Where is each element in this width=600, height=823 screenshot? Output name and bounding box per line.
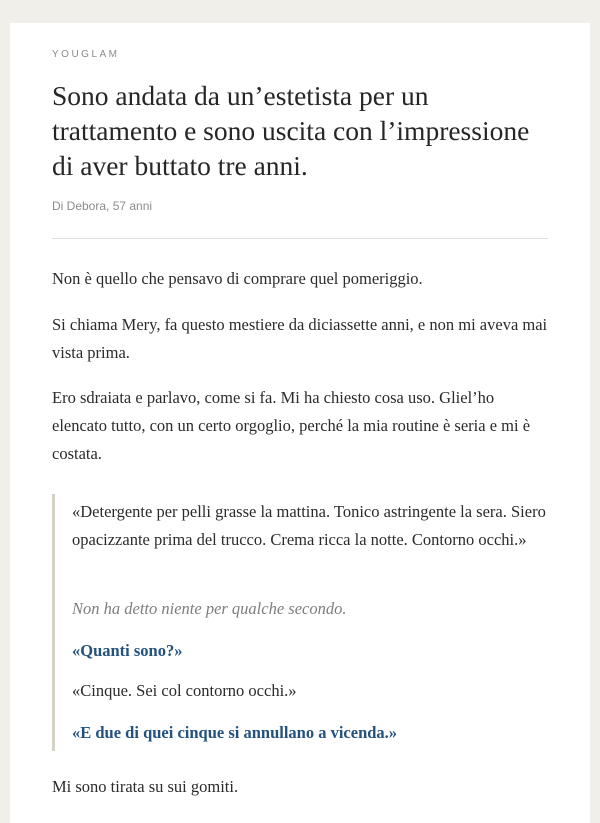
quote-remark: «E due di quei cinque si annullano a vicenda.» [72,723,398,742]
paragraph: Si chiama Mery, fa questo mestiere da diciassette anni, e non mi aveva mai vista prima. [52,315,548,362]
quote-line: «Detergente per pelli grasse la mattina. Tonico astringente la sera. Siero opacizzante prima del trucco. Crema ricca la notte. Contorno occhi.» [72,502,546,549]
blockquote-bar [52,494,55,751]
brand-label: YOUGLAM [52,49,120,60]
article-byline: Di Debora, 57 anni [52,199,153,213]
quote-answer: «Cinque. Sei col contorno occhi.» [72,681,297,700]
article-card [10,23,590,823]
quote-narration: Non ha detto niente per qualche secondo. [72,599,347,618]
paragraph: Non è quello che pensavo di comprare quel pomeriggio. [52,269,423,288]
quote-question: «Quanti sono?» [72,641,183,660]
paragraph: Mi sono tirata su sui gomiti. [52,777,239,796]
article-title: Sono andata da un’estetista per un trattamento e sono uscita con l’impressione di aver buttato tre anni. [52,80,530,181]
header-divider [52,238,548,239]
paragraph: Ero sdraiata e parlavo, come si fa. Mi ha chiesto cosa uso. Gliel’ho elencato tutto, con un certo orgoglio, perché la mia routine è seria e mi è costata. [52,388,531,463]
